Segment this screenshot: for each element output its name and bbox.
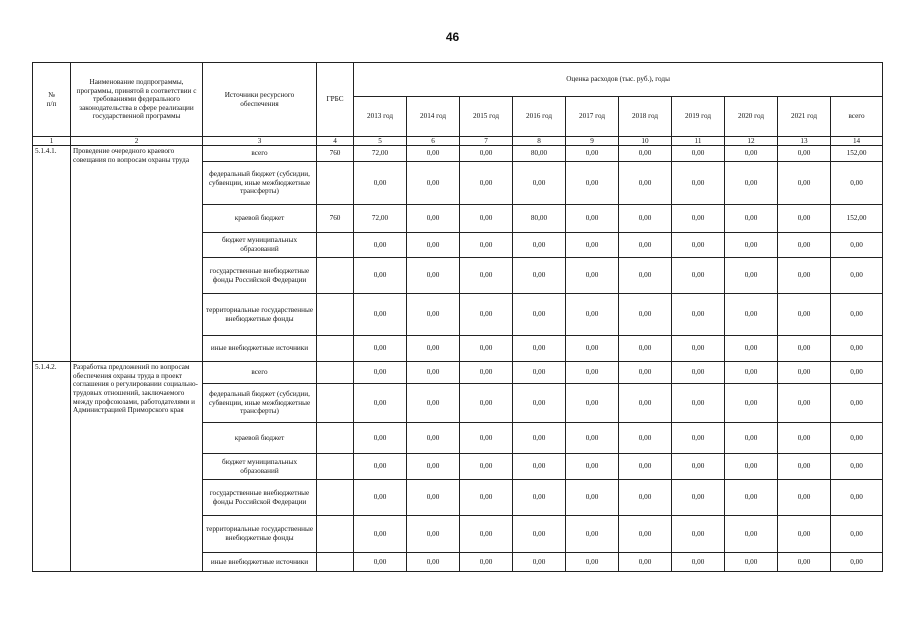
expense-value: 0,00 xyxy=(778,384,831,423)
expense-value: 0,00 xyxy=(672,205,725,233)
expense-value: 0,00 xyxy=(513,362,566,384)
expense-value: 0,00 xyxy=(407,294,460,336)
expense-value: 0,00 xyxy=(460,146,513,162)
expense-value: 0,00 xyxy=(619,336,672,362)
funding-source: государственные внебюджетные фонды Российской Федерации xyxy=(203,258,317,294)
expense-value: 0,00 xyxy=(619,205,672,233)
expense-value: 0,00 xyxy=(725,233,778,258)
header-year: 2021 год xyxy=(778,97,831,137)
expense-value: 0,00 xyxy=(725,423,778,454)
expense-value: 0,00 xyxy=(407,162,460,205)
expense-value: 0,00 xyxy=(513,258,566,294)
expense-value: 0,00 xyxy=(831,480,883,516)
expense-value: 0,00 xyxy=(672,516,725,553)
column-index: 4 xyxy=(317,137,354,146)
expense-value: 0,00 xyxy=(513,294,566,336)
expense-value: 0,00 xyxy=(354,423,407,454)
column-index: 6 xyxy=(407,137,460,146)
grbs-code xyxy=(317,384,354,423)
item-number: 5.1.4.1. xyxy=(33,146,71,362)
expense-value: 0,00 xyxy=(778,162,831,205)
expense-value: 0,00 xyxy=(513,454,566,480)
expense-value: 0,00 xyxy=(407,454,460,480)
expense-value: 0,00 xyxy=(672,454,725,480)
header-year: 2016 год xyxy=(513,97,566,137)
expense-value: 72,00 xyxy=(354,146,407,162)
funding-source: федеральный бюджет (субсидии, субвенции, иные межбюджетные трансферты) xyxy=(203,384,317,423)
table-row xyxy=(33,362,883,384)
header-year: 2015 год xyxy=(460,97,513,137)
expense-value: 0,00 xyxy=(778,294,831,336)
column-index: 9 xyxy=(566,137,619,146)
expense-value: 0,00 xyxy=(619,294,672,336)
expense-value: 0,00 xyxy=(672,384,725,423)
table-row xyxy=(33,146,883,162)
expense-value: 0,00 xyxy=(460,480,513,516)
expense-value: 0,00 xyxy=(407,553,460,572)
expense-value: 0,00 xyxy=(354,362,407,384)
expense-value: 0,00 xyxy=(407,205,460,233)
grbs-code xyxy=(317,516,354,553)
expense-value: 0,00 xyxy=(672,362,725,384)
expense-value: 0,00 xyxy=(407,233,460,258)
expense-value: 0,00 xyxy=(354,294,407,336)
column-index: 3 xyxy=(203,137,317,146)
expense-value: 0,00 xyxy=(725,205,778,233)
expense-value: 0,00 xyxy=(354,480,407,516)
expense-value: 0,00 xyxy=(619,480,672,516)
header-year: 2017 год xyxy=(566,97,619,137)
funding-source: территориальные государственные внебюджетные фонды xyxy=(203,294,317,336)
header-name: Наименование подпрограммы, программы, принятой в соответствии с требованиями федерального законодательства в сфере реализации государственной программы xyxy=(71,63,203,137)
expense-value: 0,00 xyxy=(407,336,460,362)
header-source: Источники ресурсного обеспечения xyxy=(203,63,317,137)
expense-value: 0,00 xyxy=(407,146,460,162)
expense-value: 0,00 xyxy=(831,258,883,294)
column-index: 12 xyxy=(725,137,778,146)
expense-value: 0,00 xyxy=(513,162,566,205)
expense-value: 0,00 xyxy=(831,162,883,205)
expense-value: 0,00 xyxy=(513,336,566,362)
expense-value: 0,00 xyxy=(619,233,672,258)
expense-value: 0,00 xyxy=(407,516,460,553)
expense-value: 0,00 xyxy=(354,162,407,205)
expense-value: 0,00 xyxy=(619,454,672,480)
expense-value: 0,00 xyxy=(460,336,513,362)
column-index: 10 xyxy=(619,137,672,146)
expense-value: 0,00 xyxy=(566,233,619,258)
expense-value: 0,00 xyxy=(778,258,831,294)
expense-value: 0,00 xyxy=(460,162,513,205)
expense-value: 0,00 xyxy=(672,233,725,258)
funding-source: государственные внебюджетные фонды Российской Федерации xyxy=(203,480,317,516)
column-index: 2 xyxy=(71,137,203,146)
expense-value: 0,00 xyxy=(513,553,566,572)
header-year: 2013 год xyxy=(354,97,407,137)
grbs-code xyxy=(317,454,354,480)
expense-value: 0,00 xyxy=(354,258,407,294)
expense-value: 0,00 xyxy=(672,480,725,516)
expense-value: 0,00 xyxy=(725,162,778,205)
expense-value: 0,00 xyxy=(619,384,672,423)
expense-value: 80,00 xyxy=(513,146,566,162)
header-estimate: Оценка расходов (тыс. руб.), годы xyxy=(354,63,883,97)
grbs-code xyxy=(317,233,354,258)
expense-value: 0,00 xyxy=(831,423,883,454)
expense-value: 72,00 xyxy=(354,205,407,233)
expense-value: 0,00 xyxy=(354,454,407,480)
expense-value: 0,00 xyxy=(831,516,883,553)
expense-value: 0,00 xyxy=(513,423,566,454)
expense-value: 0,00 xyxy=(354,336,407,362)
expense-value: 0,00 xyxy=(725,384,778,423)
expense-value: 0,00 xyxy=(672,146,725,162)
funding-source: бюджет муниципальных образований xyxy=(203,233,317,258)
expense-value: 0,00 xyxy=(672,162,725,205)
funding-source: федеральный бюджет (субсидии, субвенции, иные межбюджетные трансферты) xyxy=(203,162,317,205)
expense-value: 0,00 xyxy=(460,205,513,233)
expense-value: 0,00 xyxy=(725,336,778,362)
expense-value: 0,00 xyxy=(619,423,672,454)
expense-value: 0,00 xyxy=(354,384,407,423)
expense-value: 0,00 xyxy=(778,516,831,553)
expense-value: 0,00 xyxy=(725,454,778,480)
expense-value: 0,00 xyxy=(619,258,672,294)
header-year: 2019 год xyxy=(672,97,725,137)
expense-value: 0,00 xyxy=(619,162,672,205)
expense-value: 0,00 xyxy=(566,553,619,572)
expense-value: 0,00 xyxy=(725,553,778,572)
expense-value: 0,00 xyxy=(407,258,460,294)
expense-value: 0,00 xyxy=(460,384,513,423)
expense-value: 0,00 xyxy=(566,258,619,294)
column-index: 11 xyxy=(672,137,725,146)
funding-source: территориальные государственные внебюджетные фонды xyxy=(203,516,317,553)
expense-value: 0,00 xyxy=(778,480,831,516)
expense-value: 0,00 xyxy=(672,258,725,294)
expense-value: 0,00 xyxy=(513,516,566,553)
expense-value: 0,00 xyxy=(778,423,831,454)
expense-value: 0,00 xyxy=(460,516,513,553)
expense-value: 0,00 xyxy=(619,516,672,553)
expense-value: 0,00 xyxy=(566,146,619,162)
funding-source: краевой бюджет xyxy=(203,205,317,233)
grbs-code xyxy=(317,480,354,516)
column-index: 5 xyxy=(354,137,407,146)
expense-value: 0,00 xyxy=(566,516,619,553)
expense-value: 0,00 xyxy=(354,553,407,572)
expense-value: 0,00 xyxy=(778,205,831,233)
expense-value: 0,00 xyxy=(619,553,672,572)
expense-table xyxy=(32,62,883,572)
expense-value: 0,00 xyxy=(725,362,778,384)
grbs-code xyxy=(317,294,354,336)
grbs-code xyxy=(317,553,354,572)
expense-value: 0,00 xyxy=(354,233,407,258)
expense-value: 0,00 xyxy=(566,480,619,516)
expense-value: 0,00 xyxy=(831,233,883,258)
expense-value: 152,00 xyxy=(831,205,883,233)
expense-value: 0,00 xyxy=(778,553,831,572)
expense-value: 0,00 xyxy=(619,362,672,384)
header-year: всего xyxy=(831,97,883,137)
expense-value: 0,00 xyxy=(831,384,883,423)
grbs-code xyxy=(317,362,354,384)
expense-value: 0,00 xyxy=(566,362,619,384)
expense-value: 0,00 xyxy=(460,362,513,384)
expense-value: 0,00 xyxy=(513,384,566,423)
item-name: Разработка предложений по вопросам обеспечения охраны труда в проект соглашения о регулировании социально- трудовых отношений, заключаемого между профсоюзами, работодателями и Администрацией Приморского края xyxy=(71,362,203,572)
expense-value: 0,00 xyxy=(566,384,619,423)
header-number: № п/п xyxy=(33,63,71,137)
grbs-code xyxy=(317,162,354,205)
funding-source: бюджет муниципальных образований xyxy=(203,454,317,480)
expense-value: 0,00 xyxy=(778,336,831,362)
expense-value: 0,00 xyxy=(831,362,883,384)
header-year: 2014 год xyxy=(407,97,460,137)
funding-source: краевой бюджет xyxy=(203,423,317,454)
expense-value: 0,00 xyxy=(672,553,725,572)
funding-source: всего xyxy=(203,146,317,162)
grbs-code: 760 xyxy=(317,146,354,162)
expense-value: 0,00 xyxy=(725,516,778,553)
expense-value: 80,00 xyxy=(513,205,566,233)
expense-value: 0,00 xyxy=(672,423,725,454)
expense-value: 0,00 xyxy=(460,294,513,336)
expense-value: 0,00 xyxy=(460,423,513,454)
expense-value: 0,00 xyxy=(566,294,619,336)
expense-value: 0,00 xyxy=(513,233,566,258)
column-index: 8 xyxy=(513,137,566,146)
expense-value: 0,00 xyxy=(566,423,619,454)
item-name: Проведение очередного краевого совещания по вопросам охраны труда xyxy=(71,146,203,362)
expense-value: 0,00 xyxy=(407,423,460,454)
expense-value: 0,00 xyxy=(407,384,460,423)
expense-value: 0,00 xyxy=(831,454,883,480)
grbs-code xyxy=(317,423,354,454)
expense-value: 0,00 xyxy=(566,162,619,205)
expense-value: 0,00 xyxy=(672,336,725,362)
expense-value: 0,00 xyxy=(778,146,831,162)
grbs-code xyxy=(317,258,354,294)
expense-value: 0,00 xyxy=(831,294,883,336)
grbs-code: 760 xyxy=(317,205,354,233)
column-index: 1 xyxy=(33,137,71,146)
column-index: 14 xyxy=(831,137,883,146)
expense-value: 0,00 xyxy=(460,553,513,572)
expense-value: 0,00 xyxy=(778,362,831,384)
expense-value: 152,00 xyxy=(831,146,883,162)
expense-value: 0,00 xyxy=(725,146,778,162)
expense-value: 0,00 xyxy=(778,233,831,258)
grbs-code xyxy=(317,336,354,362)
column-index: 13 xyxy=(778,137,831,146)
expense-value: 0,00 xyxy=(460,454,513,480)
page-number: 46 xyxy=(445,30,460,44)
expense-value: 0,00 xyxy=(460,233,513,258)
header-year: 2020 год xyxy=(725,97,778,137)
expense-value: 0,00 xyxy=(566,205,619,233)
expense-value: 0,00 xyxy=(354,516,407,553)
expense-value: 0,00 xyxy=(725,294,778,336)
expense-value: 0,00 xyxy=(831,336,883,362)
header-grbs: ГРБС xyxy=(317,63,354,137)
funding-source: иные внебюджетные источники xyxy=(203,336,317,362)
expense-value: 0,00 xyxy=(725,258,778,294)
expense-value: 0,00 xyxy=(566,336,619,362)
expense-value: 0,00 xyxy=(460,258,513,294)
expense-value: 0,00 xyxy=(672,294,725,336)
expense-value: 0,00 xyxy=(407,480,460,516)
expense-value: 0,00 xyxy=(513,480,566,516)
expense-value: 0,00 xyxy=(725,480,778,516)
funding-source: всего xyxy=(203,362,317,384)
expense-value: 0,00 xyxy=(407,362,460,384)
item-number: 5.1.4.2. xyxy=(33,362,71,572)
expense-value: 0,00 xyxy=(619,146,672,162)
funding-source: иные внебюджетные источники xyxy=(203,553,317,572)
header-year: 2018 год xyxy=(619,97,672,137)
column-index: 7 xyxy=(460,137,513,146)
expense-value: 0,00 xyxy=(831,553,883,572)
expense-value: 0,00 xyxy=(566,454,619,480)
expense-value: 0,00 xyxy=(778,454,831,480)
